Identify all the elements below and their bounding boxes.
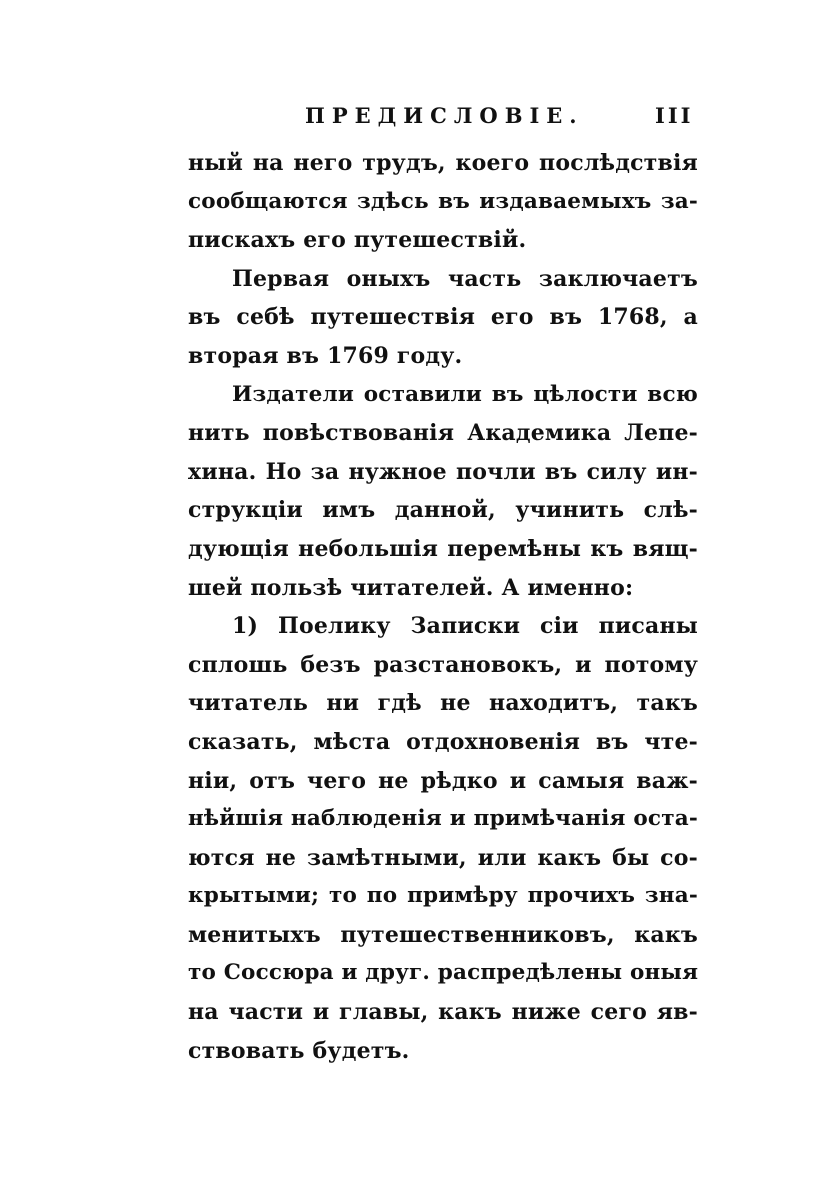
text-line: сообщаются здѣсь въ издаваемыхъ за-	[188, 188, 698, 214]
text-line: 1) Поелику Записки сіи писаны	[232, 613, 698, 640]
text-line: Первая оныхъ часть заключаетъ	[232, 265, 698, 292]
text-line: вторая въ 1769 году.	[188, 342, 463, 369]
text-line: ются не замѣтными, или какъ бы со-	[188, 844, 698, 871]
text-line: на части и главы, какъ ниже сего яв-	[188, 999, 698, 1026]
text-line: въ себѣ путешествія его въ 1768, а	[188, 304, 698, 331]
text-line: нить повѣствованія Академика Лепе-	[188, 420, 698, 447]
text-line: сказать, мѣста отдохновенія въ чте-	[188, 728, 698, 755]
page-header	[0, 96, 840, 136]
body-text	[188, 144, 698, 1070]
text-line: сплошь безъ разстановокъ, и потому	[188, 651, 698, 678]
text-line: шей пользѣ читателей. А именно:	[188, 574, 634, 601]
text-line: пискахъ его путешествій.	[188, 227, 527, 254]
page-number: III	[655, 103, 694, 128]
text-line: ствовать будетъ.	[188, 1037, 410, 1064]
text-line: менитыхъ путешественниковъ, какъ	[188, 921, 698, 948]
text-line: хина. Но за нужное почли въ силу ин-	[188, 458, 698, 485]
text-line: то Соссюра и друг. распредѣлены оныя	[188, 960, 699, 986]
text-line: дующія небольшія перемѣны къ вящ-	[188, 535, 698, 562]
text-line: крытыми; то по примѣру прочихъ зна-	[188, 883, 698, 909]
text-line: ный на него трудъ, коего послѣдствія	[188, 150, 698, 176]
text-line: ніи, отъ чего не рѣдко и самыя важ-	[188, 767, 698, 794]
running-title: ПРЕДИСЛОВІЕ.	[305, 103, 584, 128]
text-line: читатель ни гдѣ не находитъ, такъ	[188, 690, 698, 717]
text-line: Издатели оставили въ цѣлости всю	[232, 381, 698, 407]
text-line: нѣйшія наблюденія и примѣчанія оста-	[188, 806, 698, 832]
text-line: струкціи имъ данной, учинить слѣ-	[188, 497, 698, 524]
